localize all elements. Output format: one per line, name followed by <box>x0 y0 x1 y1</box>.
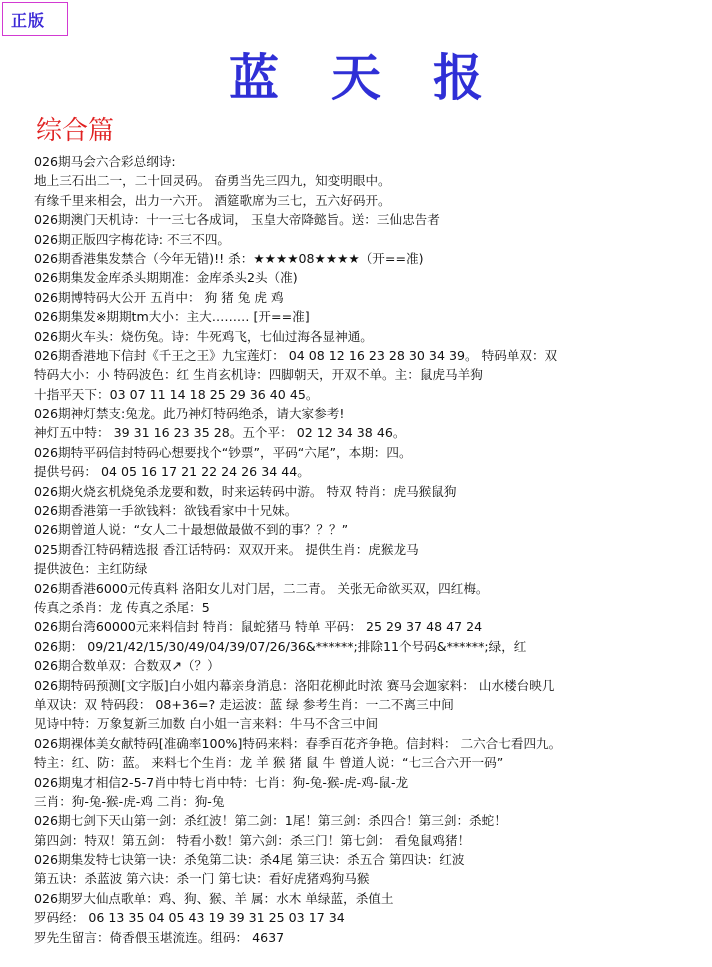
text-line: 第四剑：特双！第五剑： 特看小数！第六剑：杀三门！第七剑： 看兔鼠鸡猪！ <box>34 832 471 848</box>
text-line: 026期裸体美女献特码[准确率100%]特码来料：春季百花齐争艳。信封料： 二六合七看四九。 <box>34 735 562 751</box>
text-line: 026期香港集发禁合（今年无错)!! 杀：★★★★08★★★★（开==准) <box>34 250 424 266</box>
text-line: 026期曾道人说：“女人二十最想做最做不到的事？？？” <box>34 522 349 538</box>
text-line: 提供波色：主红防绿 <box>34 561 148 577</box>
text-line: 026期香港6000元传真料 洛阳女儿对门居，二二青。 关张无命欲买双，四红梅。 <box>34 580 489 596</box>
text-line: 026期集发特七诀第一诀：杀兔第二诀：杀4尾 第三诀：杀五合 第四诀：红波 <box>34 852 465 868</box>
text-line: 026期集发※期期tm大小：主大……… [开==准] <box>34 309 310 325</box>
article-body <box>34 152 706 947</box>
text-line: 单双诀：双 特码段： 08+36=? 走运波：蓝 绿 参考生肖：一二不离三中间 <box>34 696 454 712</box>
text-line: 026期罗大仙点歌单：鸡、狗、猴、羊 属：水木 单绿蓝，杀值土 <box>34 890 394 906</box>
text-line: 026期特平码信封特码心想要找个“钞票”，平码“六尾”，本期：四。 <box>34 444 412 460</box>
text-line: 026期火车头：烧伤兔。诗：牛死鸡飞，七仙过海各显神通。 <box>34 328 373 344</box>
page-title: 蓝天报 <box>229 48 535 107</box>
text-line: 026期台湾60000元来料信封 特肖：鼠蛇猪马 特单 平码： 25 29 37 48 47 24 <box>34 619 483 635</box>
section-title: 综合篇 <box>36 116 115 146</box>
text-line: 神灯五中特： 39 31 16 23 35 28。五个平： 02 12 34 38 46。 <box>34 425 406 441</box>
text-line: 传真之杀肖：龙 传真之杀尾：5 <box>34 599 210 615</box>
text-line: 025期香江特码精选报 香江话特码：双双开来。 提供生肖：虎猴龙马 <box>34 541 419 557</box>
text-line: 026期澳门天机诗：十一三七各成词， 玉皇大帝降懿旨。送：三仙忠告者 <box>34 212 440 228</box>
text-line: 罗码经： 06 13 35 04 05 43 19 39 31 25 03 17 34 <box>34 910 345 926</box>
text-line: 提供号码： 04 05 16 17 21 22 24 26 34 44。 <box>34 464 310 480</box>
text-line: 026期七剑下天山第一剑：杀红波！第二剑：1尾！第三剑：杀四合！第三剑：杀蛇！ <box>34 813 507 829</box>
text-line: 026期正版四字梅花诗: 不三不四。 <box>34 231 231 247</box>
text-line: 026期特码预测[文字版]白小姐内幕亲身消息：洛阳花柳此时浓 赛马会迦家料： 山水楼台映几 <box>34 677 555 693</box>
text-line: 026期集发金库杀头期期准：金库杀头2头（准) <box>34 270 298 286</box>
text-line: 罗先生留言：倚香偎玉堪流连。组码： 4637 <box>34 929 285 945</box>
text-line: 026期鬼才相信2-5-7肖中特七肖中特：七肖：狗-兔-猴-虎-鸡-鼠-龙 <box>34 774 409 790</box>
text-line: 特码大小：小 特码波色：红 生肖玄机诗：四脚朝天，开双不单。主：鼠虎马羊狗 <box>34 367 483 383</box>
text-line: 026期马会六合彩总纲诗: <box>34 154 176 169</box>
text-line: 十指平天下：03 07 11 14 18 25 29 36 40 45。 <box>34 386 319 402</box>
text-line: 026期博特码大公开 五肖中： 狗 猪 兔 虎 鸡 <box>34 289 284 305</box>
text-line: 026期火烧玄机烧兔杀龙要和数，时来运转码中游。 特双 特肖：虎马猴鼠狗 <box>34 483 457 499</box>
text-line: 026期香港第一手欲钱料：欲钱看家中十兄妹。 <box>34 503 298 519</box>
text-line: 地上三石出二一，二十回灵码。 奋勇当先三四九，知变明眼中。 <box>34 173 391 189</box>
text-line: 有缘千里来相会，出力一六开。 酒筵歌席为三七，五六好码开。 <box>34 192 391 208</box>
text-line: 第五诀：杀蓝波 第六诀：杀一门 第七诀：看好虎猪鸡狗马猴 <box>34 871 370 887</box>
text-line: 三肖：狗-兔-猴-虎-鸡 二肖：狗-兔 <box>34 793 225 809</box>
text-line: 026期香港地下信封《千王之王》九宝莲灯： 04 08 12 16 23 28 30 34 39。 特码单双：双 <box>34 347 558 363</box>
text-line: 特主：红、防：蓝。 来料七个生肖：龙 羊 猴 猪 鼠 牛 曾道人说：“七三合六开一码” <box>34 755 504 771</box>
text-line: 026期神灯禁支:兔龙。此乃神灯特码绝杀，请大家参考! <box>34 406 345 422</box>
text-line: 026期： 09/21/42/15/30/49/04/39/07/26/36&******;排除11个号码&******;绿，红 <box>34 638 527 654</box>
text-line: 见诗中特：万象复新三加数 白小姐一言来料：牛马不含三中间 <box>34 716 379 732</box>
text-line: 026期合数单双：合数双↗（？） <box>34 658 220 674</box>
edition-badge: 正版 <box>2 2 68 36</box>
